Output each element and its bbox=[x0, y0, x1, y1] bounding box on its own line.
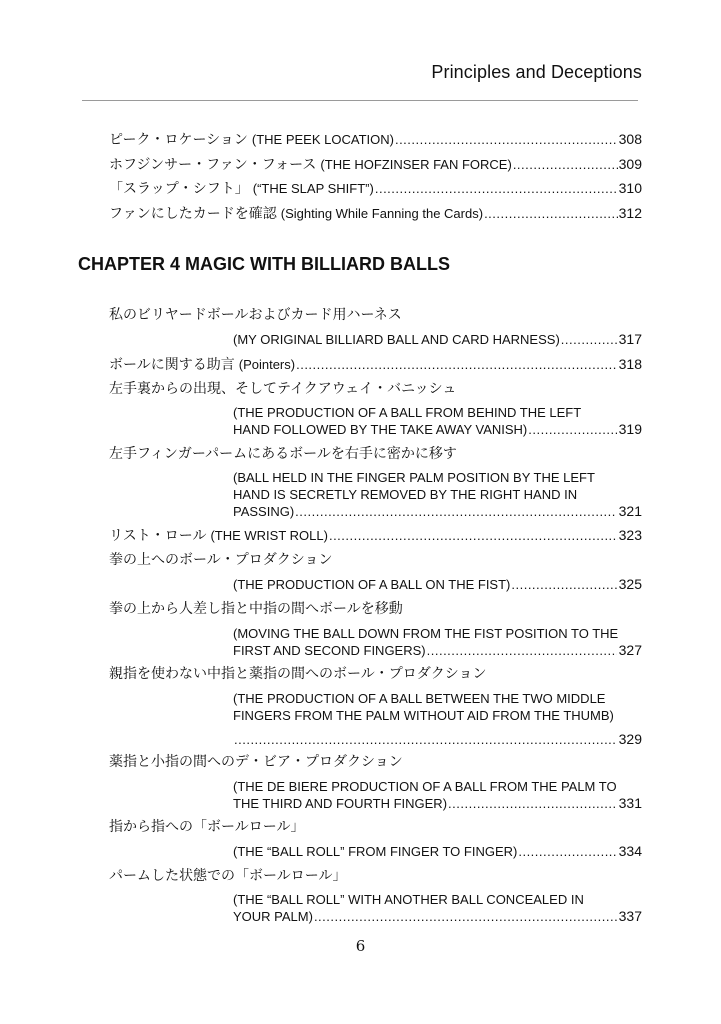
toc-item-subtitle[interactable] bbox=[233, 690, 642, 748]
subtitle-last-line bbox=[233, 503, 642, 520]
subtitle-last-line bbox=[233, 331, 642, 348]
entry-page-number: 325 bbox=[618, 576, 642, 592]
entry-jp-title: ホフジンサー・ファン・フォース bbox=[109, 157, 317, 173]
subtitle-line: (THE PRODUCTION OF A BALL BETWEEN THE TWO MIDDLE bbox=[233, 691, 606, 706]
subtitle-text: THE THIRD AND FOURTH FINGER) bbox=[233, 796, 448, 811]
header-rule bbox=[82, 100, 638, 101]
leader-dots bbox=[448, 795, 617, 812]
entry-jp-title: ファンにしたカードを確認 bbox=[109, 206, 277, 222]
entry-page-number: 334 bbox=[618, 843, 642, 859]
toc-item-jp-title[interactable]: 拳の上から人差し指と中指の間へボールを移動 bbox=[109, 601, 403, 617]
toc-item-jp-title[interactable]: 親指を使わない中指と薬指の間へのボール・プロダクション bbox=[109, 666, 487, 682]
toc-entry[interactable] bbox=[109, 130, 642, 149]
entry-en-title: (Sighting While Fanning the Cards) bbox=[280, 206, 484, 221]
toc-item-subtitle[interactable] bbox=[233, 576, 642, 593]
entry-jp-title: ピーク・ロケーション bbox=[109, 132, 248, 148]
leader-dots bbox=[484, 205, 618, 223]
entry-en-title: (THE PEEK LOCATION) bbox=[251, 132, 394, 147]
toc-item-subtitle[interactable] bbox=[233, 404, 642, 438]
toc-entry[interactable] bbox=[109, 155, 642, 174]
subtitle-line: (THE DE BIERE PRODUCTION OF A BALL FROM THE PALM TO bbox=[233, 779, 617, 794]
leader-dots bbox=[295, 503, 616, 520]
subtitle-text: PASSING) bbox=[233, 504, 295, 519]
entry-en-title: (THE WRIST ROLL) bbox=[210, 528, 328, 543]
entry-page-number: 329 bbox=[618, 731, 642, 747]
subtitle-text: FIRST AND SECOND FINGERS) bbox=[233, 643, 426, 658]
subtitle-text: (MY ORIGINAL BILLIARD BALL AND CARD HARNESS) bbox=[233, 332, 560, 347]
subtitle-text: YOUR PALM) bbox=[233, 909, 313, 924]
toc-item-subtitle[interactable] bbox=[233, 469, 642, 520]
subtitle-text: (THE “BALL ROLL” FROM FINGER TO FINGER) bbox=[233, 844, 518, 859]
leader-dots bbox=[234, 731, 617, 748]
entry-page-number: 309 bbox=[618, 156, 642, 172]
toc-item-subtitle[interactable] bbox=[233, 843, 642, 860]
subtitle-line: (THE PRODUCTION OF A BALL FROM BEHIND THE LEFT bbox=[233, 405, 582, 420]
leader-dots bbox=[561, 331, 617, 348]
subtitle-line: (THE “BALL ROLL” WITH ANOTHER BALL CONCEALED IN bbox=[233, 892, 584, 907]
leader-dots bbox=[395, 131, 618, 149]
entry-jp-title: リスト・ロール bbox=[109, 528, 207, 544]
subtitle-text: HAND FOLLOWED BY THE TAKE AWAY VANISH) bbox=[233, 422, 528, 437]
entry-page-number: 327 bbox=[618, 642, 642, 658]
subtitle-last-line bbox=[233, 421, 642, 438]
toc-item-jp-title[interactable]: 指から指への「ボールロール」 bbox=[109, 819, 305, 835]
subtitle-last-line bbox=[233, 642, 642, 659]
entry-page-number: 323 bbox=[618, 527, 642, 543]
subtitle-last-line bbox=[233, 908, 642, 925]
entry-page-number: 318 bbox=[618, 356, 642, 372]
leader-dots bbox=[518, 843, 616, 860]
leader-dots bbox=[511, 576, 616, 593]
toc-item-subtitle[interactable] bbox=[233, 331, 642, 348]
leader-dots bbox=[314, 908, 617, 925]
toc-item-jp-title[interactable]: パームした状態での「ボールロール」 bbox=[109, 868, 347, 884]
toc-item-jp-title[interactable]: 私のビリヤードボールおよびカード用ハーネス bbox=[109, 307, 402, 323]
entry-page-number: 308 bbox=[618, 131, 642, 147]
entry-en-title: (THE HOFZINSER FAN FORCE) bbox=[320, 157, 512, 172]
page-header-title: Principles and Deceptions bbox=[431, 62, 642, 82]
subtitle-last-line bbox=[233, 843, 642, 860]
toc-entry[interactable] bbox=[109, 526, 642, 545]
subtitle-line: (BALL HELD IN THE FINGER PALM POSITION BY THE LEFT bbox=[233, 470, 595, 485]
toc-entry[interactable] bbox=[109, 179, 642, 198]
entry-page-number: 331 bbox=[618, 795, 642, 811]
toc-item-subtitle[interactable] bbox=[233, 625, 642, 659]
leader-dots bbox=[528, 421, 616, 438]
entry-page-number: 312 bbox=[618, 205, 642, 221]
entry-page-number: 310 bbox=[618, 180, 642, 196]
toc-item-subtitle[interactable] bbox=[233, 891, 642, 925]
leader-dots bbox=[427, 642, 617, 659]
toc-item-jp-title[interactable]: 拳の上へのボール・プロダクション bbox=[109, 552, 333, 568]
entry-page-number: 321 bbox=[618, 503, 642, 519]
entry-jp-title: ボールに関する助言 bbox=[109, 357, 235, 373]
subtitle-last-line bbox=[233, 576, 642, 593]
toc-item-subtitle[interactable] bbox=[233, 778, 642, 812]
page-number: 6 bbox=[355, 937, 366, 955]
subtitle-line: FINGERS FROM THE PALM WITHOUT AID FROM THE THUMB) bbox=[233, 708, 614, 723]
toc-entry[interactable] bbox=[109, 204, 642, 223]
entry-jp-title: 「スラップ・シフト」 bbox=[109, 181, 249, 197]
leader-dots bbox=[513, 156, 618, 174]
subtitle-line: HAND IS SECRETLY REMOVED BY THE RIGHT HAND IN bbox=[233, 487, 578, 502]
leader-dots bbox=[329, 527, 618, 545]
entry-en-title: (“THE SLAP SHIFT”) bbox=[252, 181, 374, 196]
toc-entry[interactable] bbox=[109, 355, 642, 374]
entry-page-number: 317 bbox=[618, 331, 642, 347]
subtitle-line: (MOVING THE BALL DOWN FROM THE FIST POSITION TO THE bbox=[233, 626, 619, 641]
entry-en-title: (Pointers) bbox=[238, 357, 296, 372]
chapter-heading: CHAPTER 4 MAGIC WITH BILLIARD BALLS bbox=[78, 254, 450, 274]
entry-page-number: 319 bbox=[618, 421, 642, 437]
toc-item-jp-title[interactable]: 薬指と小指の間へのデ・ビア・プロダクション bbox=[109, 754, 403, 770]
entry-page-number: 337 bbox=[618, 908, 642, 924]
toc-item-jp-title[interactable]: 左手裏からの出現、そしてテイクアウェイ・バニッシュ bbox=[109, 381, 457, 397]
leader-dots bbox=[296, 356, 618, 374]
subtitle-last-line bbox=[233, 795, 642, 812]
subtitle-last-line bbox=[233, 731, 642, 748]
subtitle-text: (THE PRODUCTION OF A BALL ON THE FIST) bbox=[233, 577, 511, 592]
leader-dots bbox=[375, 180, 618, 198]
toc-item-jp-title[interactable]: 左手フィンガーパームにあるボールを右手に密かに移す bbox=[109, 446, 457, 462]
